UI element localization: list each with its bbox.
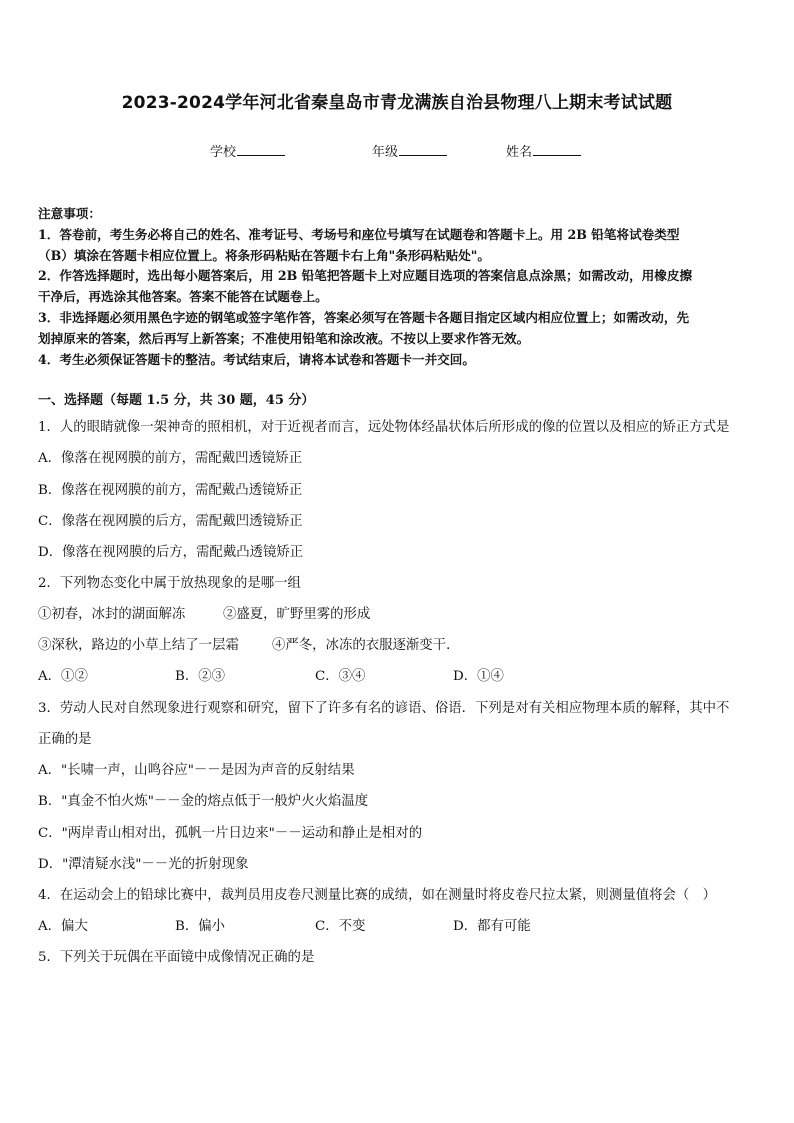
question-2-item-3: ③深秋，路边的小草上结了一层霜 xyxy=(38,638,239,653)
question-4-option-d: D．都有可能 xyxy=(453,919,531,934)
school-field xyxy=(210,141,285,160)
question-4-option-c: C．不变 xyxy=(315,919,366,934)
name-label: 姓名 xyxy=(506,145,533,160)
question-4-option-b: B．偏小 xyxy=(175,919,226,934)
question-3-option-b: B．"真金不怕火炼"－－金的熔点低于一般炉火火焰温度 xyxy=(38,794,369,809)
question-4-option-a: A．偏大 xyxy=(38,919,88,934)
question-3-option-d: D．"潭清疑水浅"－－光的折射现象 xyxy=(38,857,249,872)
question-2-option-b: B．②③ xyxy=(175,669,226,684)
question-5-stem: 5．下列关于玩偶在平面镜中成像情况正确的是 xyxy=(38,950,315,965)
name-blank xyxy=(533,143,581,156)
note-line: 4．考生必须保证答题卡的整洁。考试结束后，请将本试卷和答题卡一并交回。 xyxy=(38,351,475,367)
page-title: 2023-2024学年河北省秦皇岛市青龙满族自治县物理八上期末考试试题 xyxy=(121,93,673,113)
question-1-stem: 1．人的眼睛就像一架神奇的照相机，对于近视者而言，远处物体经晶状体后所形成的像的位置以及相应的矫正方式是 xyxy=(38,420,730,435)
question-2-option-a: A．①② xyxy=(38,669,88,684)
name-field xyxy=(506,141,581,160)
question-2-option-d: D．①④ xyxy=(453,669,504,684)
note-line: 3．非选择题必须用黑色字迹的钢笔或签字笔作答，答案必须写在答题卡各题目指定区域内相应位置上；如需改动，先 xyxy=(38,309,690,325)
question-2-option-c: C．③④ xyxy=(315,669,366,684)
school-blank xyxy=(237,143,285,156)
question-3-option-c: C．"两岸青山相对出，孤帆一片日边来"－－运动和静止是相对的 xyxy=(38,826,423,841)
question-2-stem: 2．下列物态变化中属于放热现象的是哪一组 xyxy=(38,576,301,591)
note-line: （B）填涂在答题卡相应位置上。将条形码粘贴在答题卡右上角"条形码粘贴处"。 xyxy=(38,247,490,263)
question-3-stem: 3．劳动人民对自然现象进行观察和研究，留下了许多有名的谚语、俗语．下列是对有关相应物理本质的解释，其中不 xyxy=(38,701,730,716)
school-label: 学校 xyxy=(210,145,237,160)
question-3-option-a: A．"长啸一声，山鸣谷应"－－是因为声音的反射结果 xyxy=(38,763,355,778)
note-line: 划掉原来的答案，然后再写上新答案；不准使用铅笔和涂改液。不按以上要求作答无效。 xyxy=(38,330,530,346)
notes-block xyxy=(38,204,758,370)
section-heading: 一、选择题（每题 1.5 分，共 30 题，45 分） xyxy=(38,393,315,408)
note-line: 干净后，再选涂其他答案。答案不能答在试题卷上。 xyxy=(38,289,328,305)
question-3-stem-continued: 正确的是 xyxy=(38,732,92,747)
note-line: 2．作答选择题时，选出每小题答案后，用 2B 铅笔把答题卡上对应题目选项的答案信息点涂黑；如需改动，用橡皮擦 xyxy=(38,268,693,284)
notes-heading: 注意事项： xyxy=(38,206,101,221)
grade-field xyxy=(372,141,447,160)
grade-label: 年级 xyxy=(372,145,399,160)
question-2-item-2: ②盛夏，旷野里雾的形成 xyxy=(223,607,371,622)
question-1-option-b: B．像落在视网膜的前方，需配戴凸透镜矫正 xyxy=(38,483,303,498)
question-1-option-d: D．像落在视网膜的后方，需配戴凸透镜矫正 xyxy=(38,545,304,560)
note-line: 1．答卷前，考生务必将自己的姓名、准考证号、考场号和座位号填写在试题卷和答题卡上。用 2B 铅笔将试卷类型 xyxy=(38,226,680,242)
question-2-item-4: ④严冬，冰冻的衣服逐渐变干． xyxy=(272,638,460,653)
question-1-option-c: C．像落在视网膜的后方，需配戴凹透镜矫正 xyxy=(38,514,303,529)
question-1-option-a: A．像落在视网膜的前方，需配戴凹透镜矫正 xyxy=(38,451,303,466)
grade-blank xyxy=(399,143,447,156)
question-2-item-1: ①初春，冰封的湖面解冻 xyxy=(38,607,186,622)
student-info-line xyxy=(0,141,794,159)
question-4-stem: 4．在运动会上的铅球比赛中，裁判员用皮卷尺测量比赛的成绩，如在测量时将皮卷尺拉太紧，则测量值将会（ ） xyxy=(38,888,717,903)
